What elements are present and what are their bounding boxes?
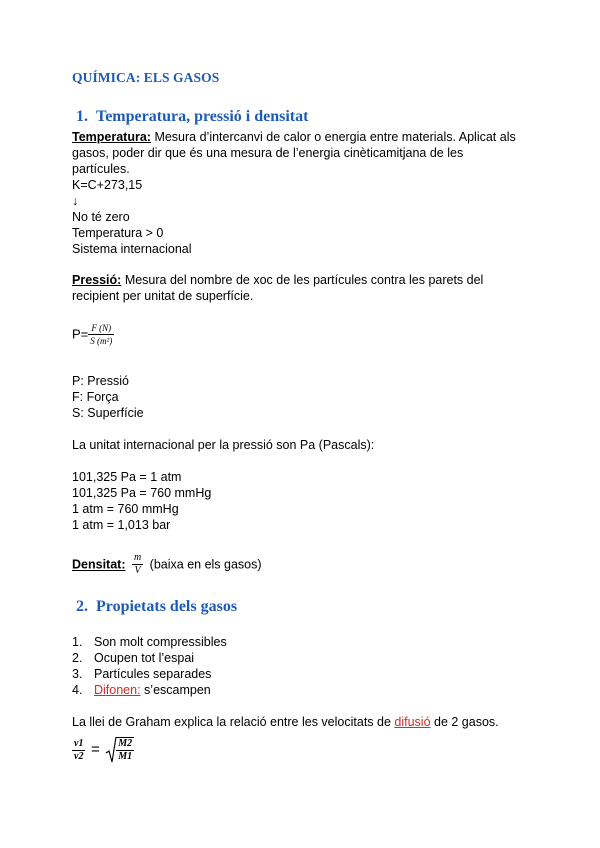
list-item [72, 682, 227, 698]
densitat-note: (baixa en els gasos) [146, 557, 262, 572]
pressure-fraction [88, 322, 114, 347]
list-text: s’escampen [140, 683, 211, 697]
properties-list [72, 634, 227, 698]
temperature-note: No té zero [72, 210, 130, 224]
density-denominator: V [134, 565, 141, 576]
graham-text-post: de 2 gasos. [430, 715, 499, 729]
densitat-paragraph [72, 552, 262, 577]
legend-item: F: Força [72, 390, 119, 404]
unit-sentence: La unitat internacional per la pressió son Pa (Pascals): [72, 438, 375, 452]
section-2-heading [76, 598, 237, 616]
section-2-number: 2. [76, 598, 88, 615]
arrow-down-icon: ↓ [72, 194, 79, 208]
velocity-denominator: v2 [74, 750, 84, 762]
mass-numerator: M2 [118, 738, 133, 749]
section-1-title: Temperatura, pressió i densitat [96, 108, 309, 125]
list-item [72, 650, 227, 666]
temperatura-definition: Mesura d’intercanvi de calor o energia entre materials. Aplicat als gasos, poder dir que és una mesura de l’energia cinèticamitjana de les partícules. [72, 130, 516, 176]
graham-text-pre: La llei de Graham explica la relació entre les velocitats de [72, 715, 395, 729]
list-text: Partícules separades [94, 667, 212, 681]
temperature-note: Temperatura > 0 [72, 226, 164, 240]
mass-fraction [116, 737, 134, 763]
list-number: 2. [72, 651, 83, 665]
density-fraction [132, 552, 143, 577]
equivalence-line: 1 atm = 1,013 bar [72, 518, 171, 532]
velocity-numerator: v1 [74, 737, 84, 749]
difonen-link-text: Difonen: [94, 683, 141, 697]
pressure-formula-lhs: P= [72, 326, 89, 342]
section-1-number: 1. [76, 108, 88, 125]
graham-sentence [72, 714, 499, 730]
temperatura-paragraph [72, 129, 524, 177]
legend-item: P: Pressió [72, 374, 129, 388]
list-number: 1. [72, 635, 83, 649]
difusio-link-text: difusió [394, 715, 431, 729]
legend-item: S: Superfície [72, 406, 144, 420]
graham-formula [72, 736, 134, 764]
pressure-numerator: F (N) [88, 322, 114, 335]
list-item [72, 634, 227, 650]
equivalence-line: 101,325 Pa = 1 atm [72, 470, 182, 484]
equals-sign: = [90, 741, 100, 758]
list-text: Ocupen tot l’espai [94, 651, 195, 665]
equivalence-line: 101,325 Pa = 760 mmHg [72, 486, 212, 500]
pressio-definition: Mesura del nombre de xoc de les partícules contra les parets del recipient per unitat de superfície. [72, 273, 484, 303]
list-number: 4. [72, 683, 83, 697]
list-item [72, 666, 227, 682]
pressure-formula [72, 322, 114, 347]
kelvin-formula: K=C+273,15 [72, 178, 143, 192]
section-1-heading [76, 108, 308, 126]
density-numerator: m [133, 552, 142, 563]
document-title: QUÍMICA: ELS GASOS [72, 70, 220, 85]
temperatura-term: Temperatura: [72, 130, 151, 144]
pressio-term: Pressió: [72, 273, 122, 287]
mass-denominator: M1 [118, 751, 133, 762]
section-2-title: Propietats dels gasos [96, 598, 238, 615]
temperature-note: Sistema internacional [72, 242, 192, 256]
list-text: Son molt compressibles [94, 635, 227, 649]
equivalence-line: 1 atm = 760 mmHg [72, 502, 179, 516]
velocity-fraction [72, 738, 85, 763]
densitat-term: Densitat: [72, 557, 126, 572]
pressure-denominator: S (m²) [90, 336, 113, 346]
pressio-paragraph [72, 272, 524, 304]
list-number: 3. [72, 667, 83, 681]
